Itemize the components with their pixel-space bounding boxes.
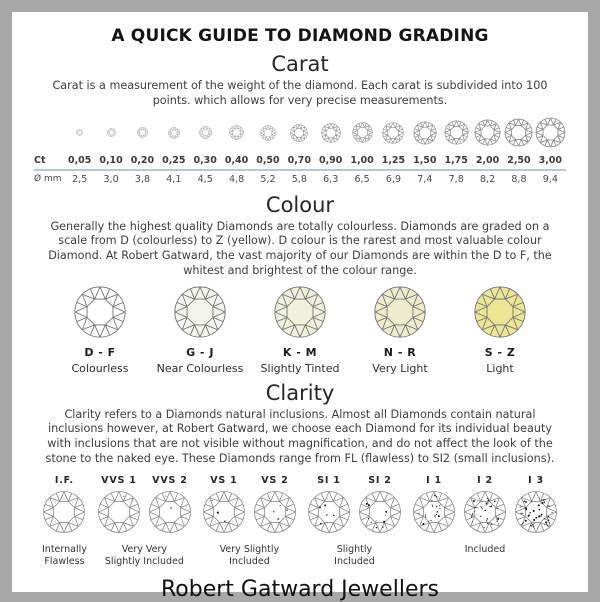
diamond-icon — [382, 122, 404, 144]
clarity-group-label-line: Included — [307, 556, 402, 568]
carat-diameter-value: 4,1 — [158, 174, 189, 185]
colour-grade-item — [450, 285, 550, 375]
clarity-description: Clarity refers to a Diamonds natural inclusions. Almost all Diamonds contain natural inclusions however, at Robert Gatward, we choose each Diamond for its individual beauty with inclusions that are not visible without magnification, and do not affect the look of the stone to the naked eye. These Diamonds range from FL (flawless) to SI2 (small inclusions). — [36, 408, 564, 467]
carat-weight-value: 0,90 — [315, 155, 346, 166]
page-title: A QUICK GUIDE TO DIAMOND GRADING — [28, 26, 572, 46]
carat-stone-cell — [252, 125, 283, 141]
carat-diameter-value: 4,8 — [221, 174, 252, 185]
section-carat — [28, 52, 572, 187]
clarity-grade-name: I 2 — [463, 475, 507, 486]
carat-stone-cell — [378, 122, 409, 144]
clarity-group-label-line: Included — [202, 556, 297, 568]
carat-weight-value: 1,00 — [346, 155, 377, 166]
clarity-group — [307, 475, 402, 569]
colour-grade-range: G - J — [150, 346, 250, 359]
clarity-grade-item — [514, 475, 558, 538]
clarity-grade-name: I 3 — [514, 475, 558, 486]
diamond-icon — [260, 125, 276, 141]
carat-weight-value: 0,05 — [64, 155, 95, 166]
carat-stone-cell — [221, 125, 252, 140]
colour-grade-item — [250, 285, 350, 375]
colour-grade-label: Colourless — [50, 362, 150, 375]
clarity-grade-name: I 1 — [412, 475, 456, 486]
carat-diameter-value: 6,3 — [315, 174, 346, 185]
carat-stone-cell — [158, 127, 189, 139]
clarity-group-label — [42, 544, 87, 569]
carat-weight-value: 0,10 — [95, 155, 126, 166]
diamond-icon — [148, 490, 192, 534]
carat-weight-value: 0,25 — [158, 155, 189, 166]
clarity-grade-item — [412, 475, 456, 538]
colour-grade-range: D - F — [50, 346, 150, 359]
diamond-icon — [373, 285, 427, 339]
carat-weight-value: 0,70 — [284, 155, 315, 166]
clarity-grade-item — [253, 475, 297, 538]
diamond-icon — [290, 124, 308, 142]
colour-grade-range: K - M — [250, 346, 350, 359]
clarity-group-label — [412, 544, 558, 556]
diamond-icon — [253, 490, 297, 534]
clarity-group — [202, 475, 297, 569]
carat-diameter-value: 7,4 — [409, 174, 440, 185]
clarity-grade-name: I.F. — [42, 475, 86, 486]
clarity-grade-name: VS 2 — [253, 475, 297, 486]
carat-heading: Carat — [28, 52, 572, 76]
clarity-grade-item — [148, 475, 192, 538]
diamond-icon — [73, 285, 127, 339]
carat-diameter-value: 6,5 — [346, 174, 377, 185]
carat-diameter-row-label: Ø mm — [34, 174, 64, 184]
diamond-icon — [173, 285, 227, 339]
carat-size-table — [34, 115, 566, 187]
clarity-grade-item — [307, 475, 351, 538]
clarity-grade-item — [97, 475, 141, 538]
diamond-icon — [202, 490, 246, 534]
clarity-group-label-line: Very Very — [97, 544, 192, 556]
diamond-icon — [97, 490, 141, 534]
carat-stone-cell — [190, 126, 221, 139]
diamond-icon — [137, 127, 148, 138]
diamond-icon — [199, 126, 212, 139]
clarity-grade-name: VVS 2 — [148, 475, 192, 486]
carat-weight-value: 0,30 — [190, 155, 221, 166]
diamond-icon — [474, 119, 501, 146]
colour-grade-range: N - R — [350, 346, 450, 359]
carat-diameter-value: 3,8 — [127, 174, 158, 185]
carat-stone-cell — [535, 117, 566, 148]
clarity-heading: Clarity — [28, 381, 572, 405]
diamond-icon — [352, 122, 373, 143]
clarity-group-label-line: Slightly — [307, 544, 402, 556]
carat-stone-cell — [441, 120, 472, 145]
colour-description: Generally the highest quality Diamonds are totally colourless. Diamonds are graded on a scale from D (colourless) to Z (yellow). D colour is the rarest and most valuable colour Diamond. At Robert Gatward, the vast majority of our Diamonds are within the D to F, the whitest and brightest of the colour range. — [36, 220, 564, 279]
colour-grade-label: Slightly Tinted — [250, 362, 350, 375]
carat-stone-cell — [95, 128, 126, 137]
clarity-group-label — [307, 544, 402, 569]
carat-diameter-value: 7,8 — [441, 174, 472, 185]
carat-diameter-value: 9,4 — [535, 174, 566, 185]
carat-description: Carat is a measurement of the weight of the diamond. Each carat is subdivided into 100 points. which allows for very precise measurements. — [36, 79, 564, 109]
carat-weight-value: 1,25 — [378, 155, 409, 166]
colour-grade-label: Near Colourless — [150, 362, 250, 375]
carat-stone-cell — [64, 129, 95, 136]
colour-grade-item — [50, 285, 150, 375]
carat-weight-value: 1,50 — [409, 155, 440, 166]
diamond-icon — [412, 490, 456, 534]
carat-stone-cell — [315, 123, 346, 143]
clarity-grade-row — [28, 467, 572, 569]
carat-diameter-row — [34, 171, 566, 187]
clarity-group — [42, 475, 87, 569]
clarity-grade-item — [463, 475, 507, 538]
guide-page — [12, 12, 588, 592]
carat-diameter-value: 8,8 — [503, 174, 534, 185]
diamond-icon — [307, 490, 351, 534]
inclusion-specks — [123, 496, 124, 497]
carat-weight-value: 0,40 — [221, 155, 252, 166]
clarity-group-label — [97, 544, 192, 569]
diamond-icon — [107, 128, 116, 137]
carat-diameter-value: 2,5 — [64, 174, 95, 185]
carat-diameter-value: 8,2 — [472, 174, 503, 185]
diamond-icon — [42, 490, 86, 534]
clarity-grade-item — [42, 475, 86, 538]
section-colour — [28, 193, 572, 375]
carat-diameter-value: 6,9 — [378, 174, 409, 185]
carat-weight-value: 1,75 — [441, 155, 472, 166]
diamond-icon — [514, 490, 558, 534]
clarity-grade-name: SI 2 — [358, 475, 402, 486]
clarity-group-grades — [42, 475, 87, 538]
carat-weight-row — [34, 153, 566, 171]
clarity-group-grades — [97, 475, 192, 538]
diamond-icon — [273, 285, 327, 339]
diamond-icon — [168, 127, 180, 139]
clarity-grade-item — [202, 475, 246, 538]
clarity-group-label — [202, 544, 297, 569]
carat-stone-cell — [472, 119, 503, 146]
carat-diameter-value: 3,0 — [95, 174, 126, 185]
colour-grade-label: Very Light — [350, 362, 450, 375]
colour-grade-row — [28, 279, 572, 375]
clarity-group-label-line: Internally — [42, 544, 87, 556]
diamond-icon — [535, 117, 566, 148]
clarity-grade-item — [358, 475, 402, 538]
diamond-icon — [444, 120, 469, 145]
diamond-icon — [358, 490, 402, 534]
section-clarity — [28, 381, 572, 569]
carat-weight-value: 3,00 — [535, 155, 566, 166]
diamond-icon — [504, 118, 533, 147]
clarity-group-label-line: Flawless — [42, 556, 87, 568]
clarity-group-label-line: Included — [412, 544, 558, 556]
clarity-group-grades — [412, 475, 558, 538]
carat-stone-cell — [503, 118, 534, 147]
footer-brand: Robert Gatward Jewellers — [28, 577, 572, 602]
clarity-grade-name: SI 1 — [307, 475, 351, 486]
carat-weight-value: 2,00 — [472, 155, 503, 166]
clarity-group-grades — [202, 475, 297, 538]
carat-stone-cell — [409, 121, 440, 145]
clarity-grade-name: VVS 1 — [97, 475, 141, 486]
clarity-group — [412, 475, 558, 569]
clarity-grade-name: VS 1 — [202, 475, 246, 486]
colour-grade-label: Light — [450, 362, 550, 375]
carat-weight-value: 0,50 — [252, 155, 283, 166]
clarity-group-label-line: Slightly Included — [97, 556, 192, 568]
diamond-icon — [413, 121, 437, 145]
clarity-group-label-line: Very Slightly — [202, 544, 297, 556]
clarity-group — [97, 475, 192, 569]
carat-stone-cell — [346, 122, 377, 143]
colour-grade-item — [150, 285, 250, 375]
carat-weight-row-label: Ct — [34, 155, 64, 166]
carat-diameter-value: 5,8 — [284, 174, 315, 185]
carat-stone-cell — [284, 124, 315, 142]
diamond-icon — [229, 125, 244, 140]
diamond-icon — [463, 490, 507, 534]
carat-diameter-value: 4,5 — [190, 174, 221, 185]
carat-diameter-value: 5,2 — [252, 174, 283, 185]
colour-grade-range: S - Z — [450, 346, 550, 359]
colour-heading: Colour — [28, 193, 572, 217]
diamond-icon — [321, 123, 341, 143]
carat-stone-cell — [127, 127, 158, 138]
diamond-icon — [473, 285, 527, 339]
carat-stone-row — [34, 115, 566, 151]
carat-weight-value: 0,20 — [127, 155, 158, 166]
carat-weight-value: 2,50 — [503, 155, 534, 166]
diamond-icon — [76, 129, 83, 136]
clarity-group-grades — [307, 475, 402, 538]
colour-grade-item — [350, 285, 450, 375]
